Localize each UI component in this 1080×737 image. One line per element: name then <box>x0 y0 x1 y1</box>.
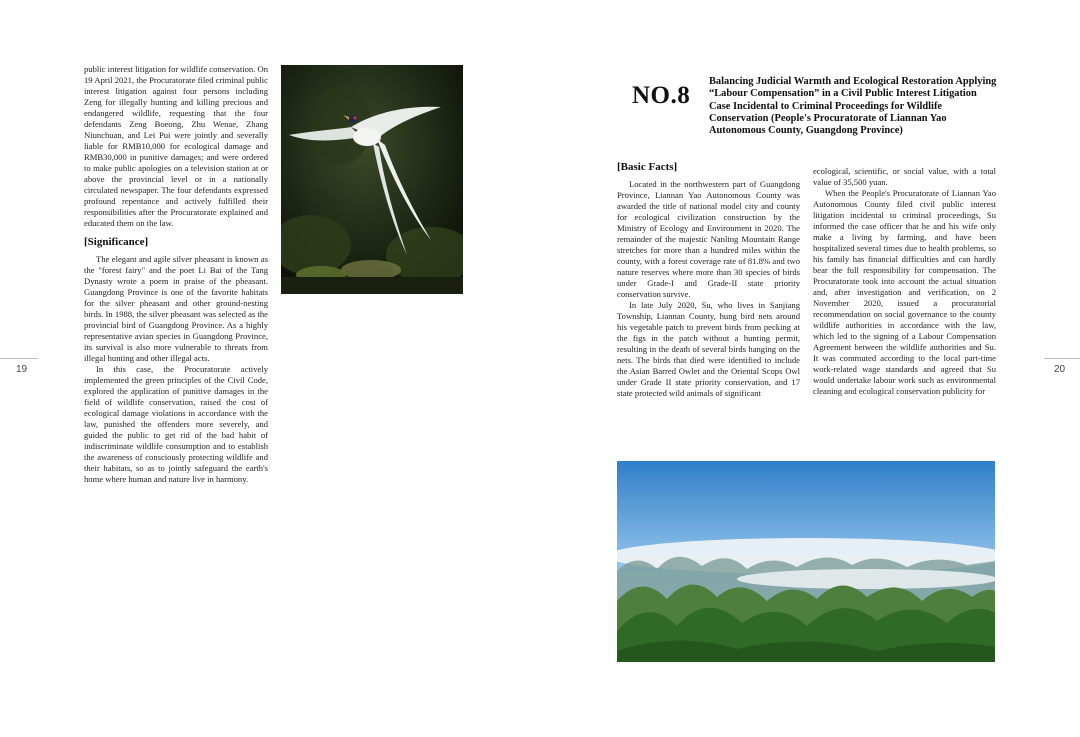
karst-mountains-illustration <box>617 461 995 662</box>
significance-paragraph-2: In this case, the Procuratorate actively implemented the green principles of the Civil Code, explored the application of punitive damages in the field of wildlife conservation, raised the cost of ecological damage violations in accordance with the law, punished the offenders more severely, and guided the public to get rid of the bad habit of indiscriminate wildlife consumption and to establish the awareness of consciously protecting wildlife and their habitats, so as to jointly safeguard the earth's home where human and nature live in harmony. <box>84 364 268 484</box>
facts-paragraph-3: ecological, scientific, or social value, with a total value of 35,500 yuan. <box>813 166 996 187</box>
left-text-column <box>84 64 268 485</box>
left-page-marker-line <box>0 358 38 359</box>
silver-pheasant-photo <box>281 65 463 294</box>
right-page-marker-line <box>1044 358 1080 359</box>
significance-heading: [Significance] <box>84 236 149 248</box>
right-text-column-2 <box>813 166 996 397</box>
right-page-number: 20 <box>1054 364 1066 375</box>
basic-facts-heading: [Basic Facts] <box>617 161 678 173</box>
facts-paragraph-4: When the People's Procuratorate of Liannan Yao Autonomous County filed civil public interest litigation incidental to criminal proceedings, Su informed the case officer that he and his wife only make a living by farming, and have been hospitalized several times due to health problems, so his family has financial difficulties and can hardly bear the full responsibility for compensation. The Procuratorate took into account the actual situation and, after investigation and verification, on 2 November 2020, issued a procuratorial recommendation on social governance to the county wildlife authorities in accordance with the law, which led to the signing of a Labour Compensation Agreement between the wildlife authorities and Su. It was commuted according to the local part-time work-related wage standards and agreed that Su would undertake labour work such as environmental cleaning and ecological conservation publicity for <box>813 188 996 396</box>
significance-paragraph-1: The elegant and agile silver pheasant is known as the "forest fairy" and the poet Li Bai of the Tang Dynasty wrote a poem in praise of the pheasant. Guangdong Province is one of the favorite habitats for the silver pheasant and other ground-nesting birds. In 1988, the silver pheasant was selected as the provincial bird of Guangdong Province. As a highly representative avian species in Guangdong Province, its survival is also more vulnerable to threats from illegal hunting and other illegal acts. <box>84 254 268 363</box>
facts-paragraph-1: Located in the northwestern part of Guangdong Province, Liannan Yao Autonomous County was awarded the title of national model city and county for ecological civilization construction by the Ministry of Ecology and Environment in 2020. The remainder of the majestic Nanling Mountain Range stretches for more than a hundred miles within the county, with a forest coverage rate of 81.8% and two nature reserves where more than 30 species of birds under Grade-I and Grade-II state priority conservation survive. <box>617 179 800 299</box>
case-title: Balancing Judicial Warmth and Ecological Restoration Applying “Labour Compensation” in a Civil Public Interest Litigation Case Incidental to Criminal Proceedings for Wildlife Conservation (People's Procuratorate of Liannan Yao Autonomous County, Guangdong Province) <box>709 76 997 137</box>
right-text-column-1 <box>617 162 800 399</box>
karst-mountains-photo <box>617 461 995 662</box>
facts-paragraph-2: In late July 2020, Su, who lives in Sanjiang Township, Liannan County, hung bird nets around his vegetable patch to prevent birds from pecking at the figs in the patch without a hunting permit, resulting in the death of several birds hanging on the nets. The birds that died were identified to include the Asian Barred Owlet and the Oriental Scops Owl under Grade II state priority conservation, and 17 state protected wild animals of significant <box>617 300 800 398</box>
case-number: NO.8 <box>632 82 691 109</box>
left-page-number: 19 <box>16 364 28 375</box>
silver-pheasant-illustration <box>281 65 463 294</box>
intro-paragraph: public interest litigation for wildlife conservation. On 19 April 2021, the Procuratorate filed criminal public interest litigation against four persons including Zeng for illegally hunting and killing precious and endangered wildlife, requesting that the four defendants Zeng Boeong, Zhu Wenae, Zhang Niunchuan, and Lei Pui were jointly and severally liable for RMB10,000 for ecological damage and RMB30,000 in punitive damages; and were ordered to make public apologies on a television station at or above the provincial level or in a nationally circulated newspaper. The four defendants expressed profound repentance and actively fulfilled their responsibilities after the Procuratorate explained and educated them on the law. <box>84 64 269 228</box>
